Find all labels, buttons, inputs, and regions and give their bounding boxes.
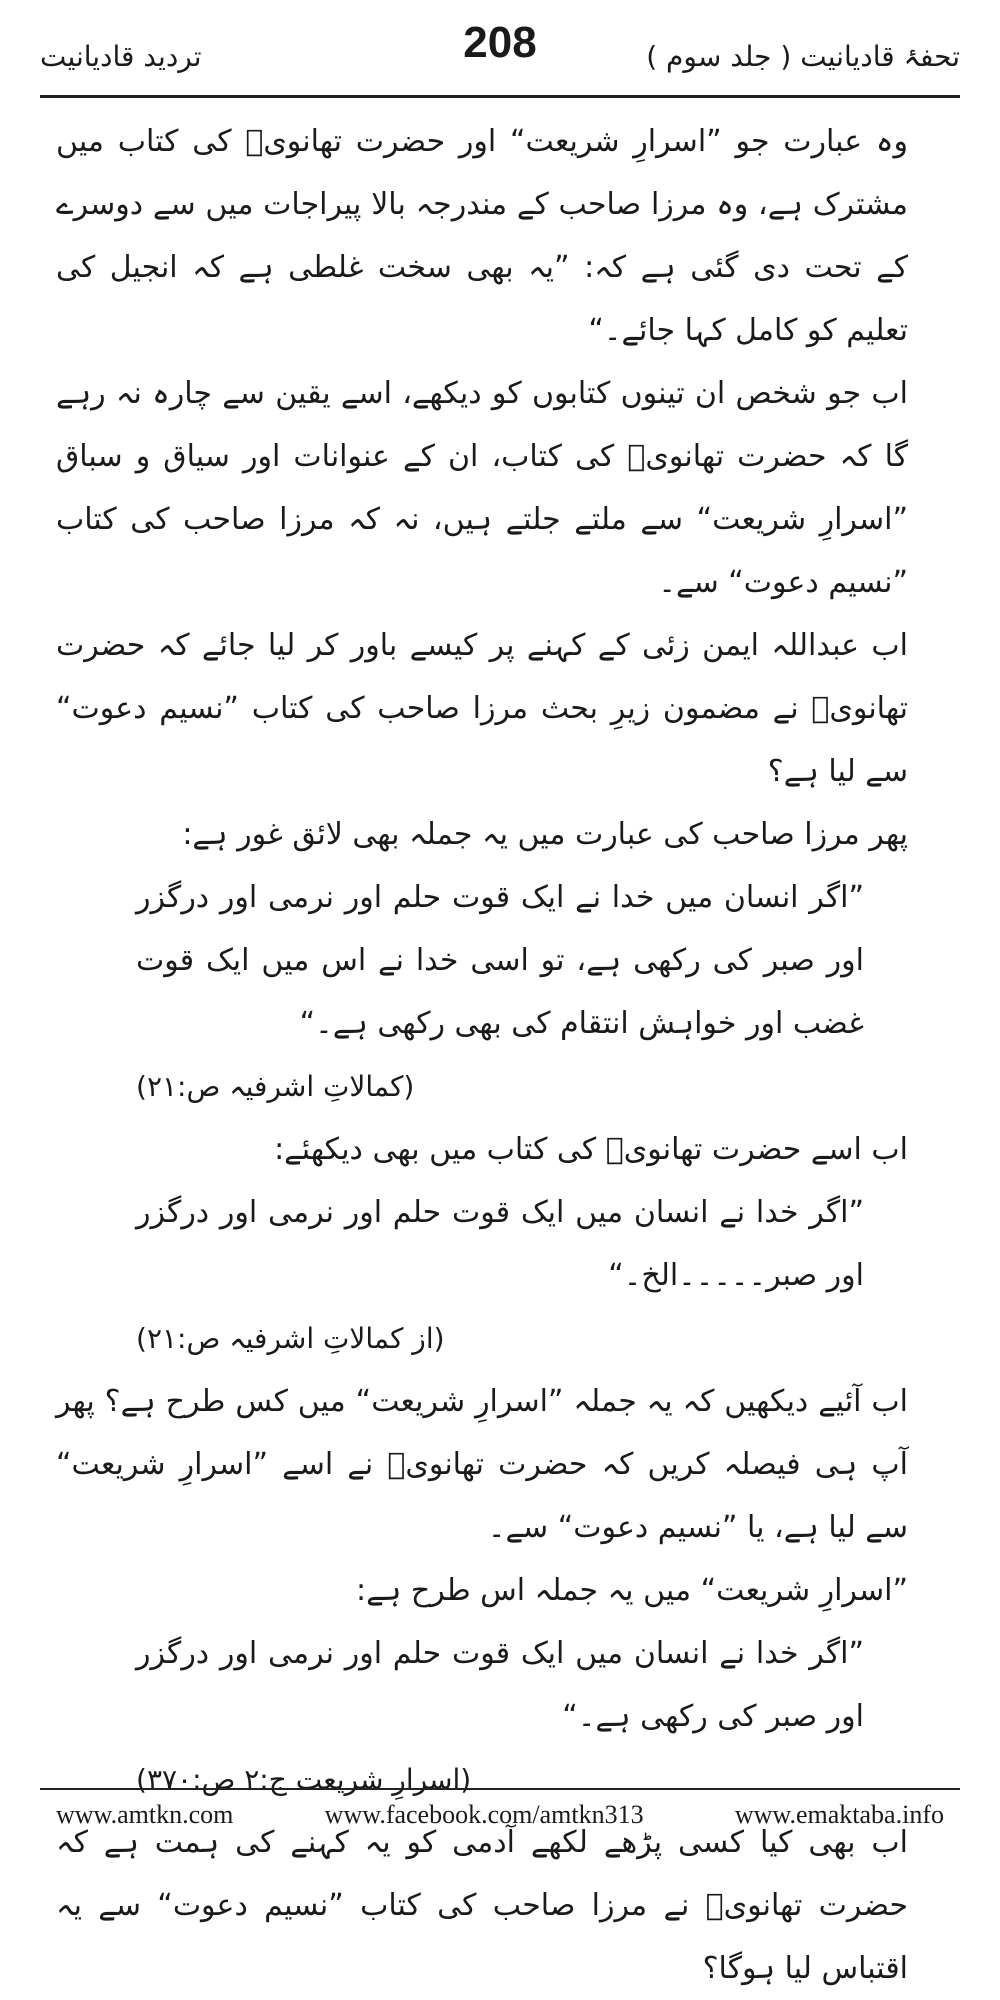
page-header xyxy=(40,18,960,88)
paragraph-compare: اب آئیے دیکھیں کہ یہ جملہ ”اسرارِ شریعت“ میں کس طرح ہے؟ پھر آپ ہی فیصلہ کریں کہ حضرت تھانویؒ نے اسے ”اسرارِ شریعت“ سے لیا ہے، یا ”نسیم دعوت“ سے۔ xyxy=(56,1384,908,1545)
quote-1-text: ”اگر انسان میں خدا نے ایک قوت حلم اور نرمی اور درگزر اور صبر کی رکھی ہے، تو اسی خدا نے اس میں ایک قوت غضب اور خواہش انتقام کی بھی رکھی ہے۔“ xyxy=(136,880,864,1041)
quote-block-3 xyxy=(56,1622,944,1811)
footer-link-emaktaba[interactable]: www.emaktaba.info xyxy=(734,1800,944,1829)
quote-2-text: ”اگر خدا نے انسان میں ایک قوت حلم اور نرمی اور درگزر اور صبر۔۔۔۔۔الخ۔“ xyxy=(136,1195,864,1293)
paragraph-2: اب جو شخص ان تینوں کتابوں کو دیکھے، اسے یقین سے چارہ نہ رہے گا کہ حضرت تھانویؒ کی کتاب، ان کے عنوانات اور سیاق و سباق ”اسرارِ شریعت“ سے ملتے جلتے ہیں، نہ کہ مرزا صاحب کی کتاب ”نسیم دعوت“ سے۔ xyxy=(56,376,908,600)
paragraph-see: اب اسے حضرت تھانویؒ کی کتاب میں بھی دیکھئے: xyxy=(274,1132,908,1167)
paragraph-3: اب عبداللہ ایمن زئی کے کہنے پر کیسے باور کر لیا جائے کہ حضرت تھانویؒ نے مضمون زیرِ بحث مرزا صاحب کی کتاب ”نسیم دعوت“ سے لیا ہے؟ xyxy=(56,628,908,789)
footer-link-amtkn[interactable]: www.amtkn.com xyxy=(56,1800,234,1829)
running-title-left: تردید قادیانیت xyxy=(40,40,202,73)
paragraph-1: وہ عبارت جو ”اسرارِ شریعت“ اور حضرت تھانویؒ کی کتاب میں مشترک ہے، وہ مرزا صاحب کے مندرجہ بالا پیراجات میں سے دوسرے کے تحت دی گئی ہے کہ: ”یہ بھی سخت غلطی ہے کہ انجیل کی تعلیم کو کامل کہا جائے۔“ xyxy=(56,124,908,348)
page-body xyxy=(56,110,944,2000)
page-footer xyxy=(56,1800,944,1830)
quote-block-2 xyxy=(56,1181,944,1370)
quote-3-citation: (اسرارِ شریعت ج:۲ ص:۳۷۰) xyxy=(136,1763,472,1796)
footer-rule xyxy=(40,1788,960,1790)
page-number: 208 xyxy=(463,18,537,67)
paragraph-asrar: ”اسرارِ شریعت“ میں یہ جملہ اس طرح ہے: xyxy=(356,1573,908,1608)
header-rule xyxy=(40,95,960,98)
running-title-right: تحفۂ قادیانیت ( جلد سوم ) xyxy=(646,40,960,73)
quote-2-citation: (از کمالاتِ اشرفیہ ص:۲۱) xyxy=(136,1322,445,1355)
footer-link-facebook[interactable]: www.facebook.com/amtkn313 xyxy=(324,1800,644,1829)
quote-block-1 xyxy=(56,866,944,1118)
paragraph-final: اب بھی کیا کسی پڑھے لکھے آدمی کو یہ کہنے کی ہمت ہے کہ حضرت تھانویؒ نے مرزا صاحب کی کتاب ”نسیم دعوت“ سے یہ اقتباس لیا ہوگا؟ xyxy=(56,1825,908,1986)
paragraph-4: پھر مرزا صاحب کی عبارت میں یہ جملہ بھی لائق غور ہے: xyxy=(182,817,908,852)
quote-3-text: ”اگر خدا نے انسان میں ایک قوت حلم اور نرمی اور درگزر اور صبر کی رکھی ہے۔“ xyxy=(136,1636,864,1734)
quote-1-citation: (کمالاتِ اشرفیہ ص:۲۱) xyxy=(136,1070,415,1103)
